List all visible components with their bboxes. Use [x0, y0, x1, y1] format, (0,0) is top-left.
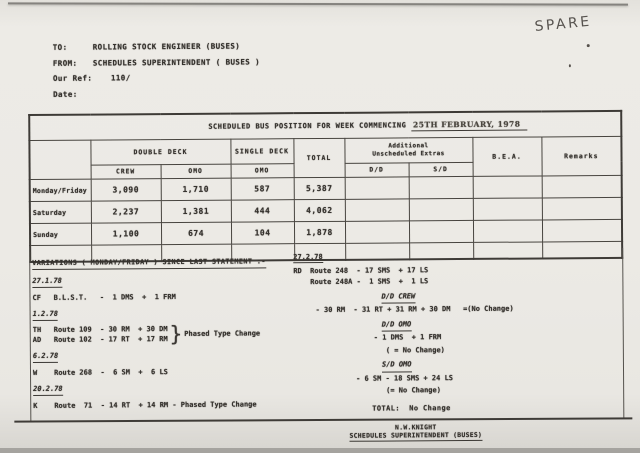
from-label: FROM: [52, 58, 78, 68]
from-value: SCHEDULES SUPERINTENDENT ( BUSES ) [92, 56, 261, 68]
dd-crew-line: - 30 RM - 31 RT + 31 RM + 30 DM =(No Change) [315, 304, 514, 315]
additional-extras-header [344, 137, 472, 163]
dd-omo-label: D/D OMO [382, 320, 412, 332]
signature-name: N.W.KNIGHT [395, 423, 437, 432]
letterhead-from-line [53, 54, 260, 71]
route-line: Route 248A - 1 SMS + 1 LS [293, 277, 429, 287]
brace-note: Phased Type Change [184, 329, 261, 338]
signature-block [349, 423, 482, 442]
dd-extra-value [345, 177, 409, 199]
crew-value: 3,090 [91, 179, 161, 201]
variation-date: 1.2.78 [33, 310, 58, 321]
crew-value: 1,100 [91, 223, 161, 245]
bea-value [473, 176, 542, 198]
remarks-value [542, 219, 622, 242]
variation-lines [33, 325, 168, 345]
total-value: 4,062 [294, 199, 345, 221]
omo-sd-value: 444 [231, 200, 294, 222]
scan-speck [587, 44, 590, 47]
table-title: SCHEDULED BUS POSITION FOR WEEK COMMENCING [208, 120, 407, 131]
omo-dd-value: 1,710 [161, 178, 231, 200]
dd-omo-note: ( = No Change) [385, 345, 445, 355]
signature-title: SCHEDULES SUPERINTENDENT (BUSES) [349, 430, 483, 440]
remarks-value [542, 175, 622, 198]
sd-extra-value [409, 220, 473, 242]
total-header: TOTAL [293, 138, 344, 177]
variation-date: 20.2.78 [33, 385, 63, 396]
variation-line: K Route 71 - 14 RT + 14 RM - Phased Type Change [33, 400, 257, 411]
bea-value [473, 220, 542, 242]
date-label: Date: [53, 89, 78, 99]
sd-omo-note: (= No Change) [386, 386, 441, 395]
to-value: ROLLING STOCK ENGINEER (BUSES) [92, 41, 241, 52]
total-value: 5,387 [294, 177, 345, 199]
letterhead-date-line [53, 85, 260, 102]
variations-right-column [293, 251, 614, 414]
dd-crew-label: D/D CREW [381, 292, 415, 304]
omo-dd-value: 674 [161, 222, 231, 244]
variation-line: CF B.L.S.T. - 1 DMS + 1 FRM [32, 293, 176, 303]
variation-date: 6.2.78 [33, 352, 58, 363]
bea-header: B.E.A. [472, 137, 541, 176]
row-label: Saturday [30, 201, 91, 223]
variation-section-2 [33, 301, 293, 345]
variation-line: TH Route 109 - 30 RM + 30 DM [32, 325, 168, 335]
corner-cell [29, 140, 90, 179]
remarks-header: Remarks [541, 136, 621, 176]
crew-value: 2,237 [91, 201, 161, 223]
omo-sd-value: 587 [231, 178, 294, 200]
remarks-value [542, 197, 622, 220]
sd-omo-label: S/D OMO [382, 360, 412, 372]
handwritten-spare-note: SPARE [533, 13, 593, 35]
route-line: RD Route 248 - 17 SMS + 17 LS [293, 265, 429, 275]
letterhead-ref-line [53, 69, 260, 86]
double-deck-header: DOUBLE DECK [90, 139, 230, 165]
variation-section-4 [33, 376, 293, 411]
variation-section-1 [32, 268, 292, 303]
omo-dd-subheader: OMO [161, 164, 231, 178]
scan-speck [569, 64, 571, 67]
to-label: TO: [52, 42, 68, 52]
omo-sd-subheader: OMO [231, 164, 294, 178]
variation-date: 27.2.78 [293, 252, 323, 262]
additional-header-line1: Additional [388, 142, 429, 150]
dd-extra-value [345, 199, 409, 221]
scan-edge-artifact-bottom [0, 448, 640, 453]
crew-subheader: CREW [91, 165, 161, 179]
omo-dd-value: 1,381 [161, 200, 231, 222]
single-deck-header: SINGLE DECK [230, 139, 293, 164]
variation-brace-group [32, 321, 293, 347]
dd-extra-value [345, 221, 409, 243]
variations-left-column [32, 257, 293, 411]
variation-section-3 [33, 343, 293, 378]
row-label: Sunday [30, 223, 91, 245]
sd-extra-value [409, 198, 473, 220]
total-value: 1,878 [294, 221, 345, 243]
dd-subheader: D/D [345, 163, 409, 177]
sd-omo-line: - 6 SM - 18 SMS + 24 LS [356, 373, 454, 383]
dd-omo-line: - 1 DMS + 1 FRM [373, 333, 442, 342]
group-header-row [29, 136, 621, 165]
sd-subheader: S/D [409, 162, 473, 176]
letterhead-to-line [53, 38, 260, 55]
variation-date: 27.1.78 [32, 277, 62, 288]
bea-value [473, 198, 542, 220]
variations-heading: VARIATIONS ( MONDAY/FRIDAY ) SINCE LAST STATEMENT :- [32, 257, 266, 270]
omo-sd-value: 104 [231, 222, 294, 244]
brace-glyph: } [169, 321, 183, 347]
letterhead [53, 38, 261, 101]
ref-value: 110/ [110, 73, 131, 83]
additional-header-line2: Unscheduled Extras [372, 150, 445, 158]
variation-line: AD Route 102 - 17 RT + 17 RM [32, 334, 168, 344]
variation-line: W Route 268 - 6 SM + 6 LS [32, 368, 168, 378]
bus-position-table [28, 110, 623, 263]
row-label: Monday/Friday [30, 179, 91, 201]
ref-label: Our Ref: [52, 73, 93, 83]
sd-extra-value [409, 176, 473, 198]
week-commencing-date: 25TH FEBRUARY, 1978 [411, 119, 527, 131]
total-no-change-line: TOTAL: No Change [372, 403, 451, 413]
